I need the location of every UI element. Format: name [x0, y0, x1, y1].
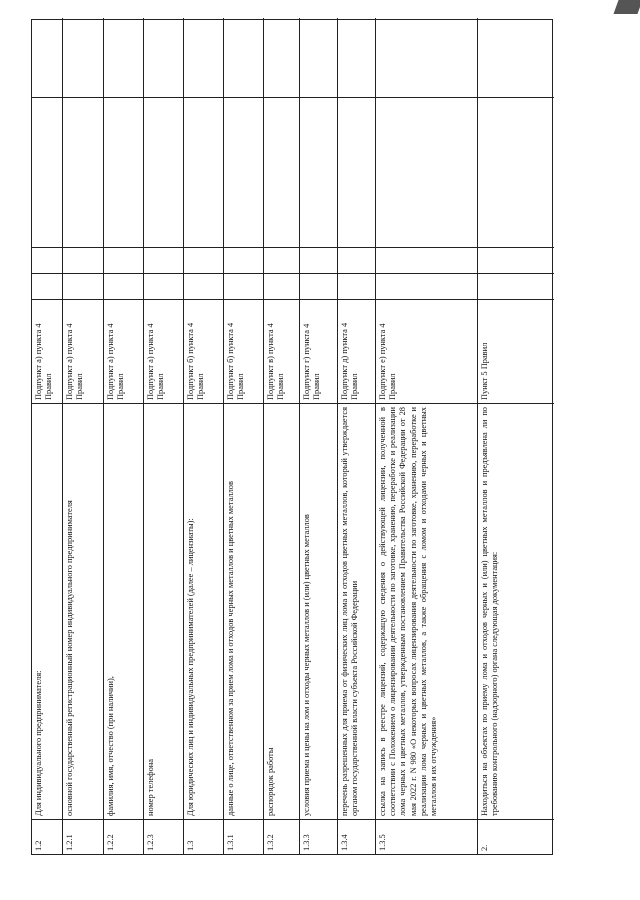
legal-reference: Подпункт е) пункта 4 Правил	[376, 300, 477, 404]
scan-corner-mark	[613, 0, 640, 14]
answer-cell-no	[224, 248, 263, 274]
answer-cell-yes	[264, 274, 299, 300]
answer-cell-yes	[184, 274, 223, 300]
requirement-text: основной государственный регистрационный номер индивидуального предпринимателя	[63, 404, 103, 820]
answer-cell-na	[224, 98, 263, 248]
table-row	[62, 18, 103, 854]
requirement-text: распорядок работы	[264, 404, 299, 820]
answer-cell-note	[338, 18, 375, 98]
answer-cell-yes	[478, 274, 554, 300]
answer-cell-note	[32, 18, 62, 98]
legal-reference: Пункт 5 Правил	[478, 300, 554, 404]
table-row	[143, 18, 183, 854]
legal-reference: Подпункт а) пункта 4 Правил	[104, 300, 143, 404]
answer-cell-no	[144, 248, 183, 274]
answer-cell-na	[300, 98, 337, 248]
legal-reference: Подпункт а) пункта 4 Правил	[32, 300, 62, 404]
answer-cell-note	[184, 18, 223, 98]
answer-cell-note	[376, 18, 477, 98]
table-row	[337, 18, 375, 854]
table-row	[183, 18, 223, 854]
answer-cell-note	[104, 18, 143, 98]
row-number: 2.	[480, 844, 489, 851]
answer-cell-yes	[104, 274, 143, 300]
answer-cell-no	[63, 248, 103, 274]
legal-reference: Подпункт в) пункта 4 Правил	[264, 300, 299, 404]
answer-cell-no	[104, 248, 143, 274]
answer-cell-yes	[144, 274, 183, 300]
table-row	[375, 18, 477, 854]
answer-cell-note	[478, 18, 554, 98]
requirement-text: Для юридических лиц и индивидуальных предпринимателей (далее – лицензиаты):	[184, 404, 223, 820]
requirement-text: данные о лице, ответственном за прием лома и отходов черных металлов и цветных металлов	[224, 404, 263, 820]
legal-reference: Подпункт а) пункта 4 Правил	[63, 300, 103, 404]
answer-cell-yes	[376, 274, 477, 300]
answer-cell-yes	[63, 274, 103, 300]
legal-reference: Подпункт д) пункта 4 Правил	[338, 300, 375, 404]
answer-cell-na	[478, 98, 554, 248]
row-number: 1.3.3	[302, 834, 311, 851]
answer-cell-note	[264, 18, 299, 98]
answer-cell-yes	[32, 274, 62, 300]
row-number: 1.2.3	[146, 834, 155, 851]
row-number: 1.3	[186, 840, 195, 851]
legal-reference: Подпункт а) пункта 4 Правил	[144, 300, 183, 404]
answer-cell-note	[300, 18, 337, 98]
row-number: 1.2.1	[65, 834, 74, 851]
answer-cell-no	[376, 248, 477, 274]
answer-cell-no	[184, 248, 223, 274]
row-number: 1.3.1	[226, 834, 235, 851]
legal-reference: Подпункт г) пункта 4 Правил	[300, 300, 337, 404]
requirement-text: Находиться на объектах по приему лома и отходов черных и (или) цветных металлов и предъявлена ли по требованию контрольного (надзорного) органа следующая документация:	[478, 404, 554, 820]
answer-cell-na	[32, 98, 62, 248]
requirement-text: ссылка на запись в реестре лицензий, содержащую сведения о действующей лицензии, полученной в соответствии с Положением о лицензировании деятельности по заготовке, хранению, переработке и реализации лома черных и цветных металлов, утвержденным постановлением Правительства Российской Федерации от 28 мая 2022 г. N 980 «О некоторых вопросах лицензирования деятельности по заготовке, хранению, переработке и реализации лома черных и цветных металлов, а также обращения с ломом и отходами черных и цветных металлов и их отчуждения»	[376, 404, 477, 820]
answer-cell-na	[104, 98, 143, 248]
answer-cell-yes	[224, 274, 263, 300]
table-row	[32, 18, 62, 854]
row-number: 1.3.2	[266, 834, 275, 851]
row-number: 1.2.2	[106, 834, 115, 851]
requirement-text: номер телефона	[144, 404, 183, 820]
answer-cell-yes	[300, 274, 337, 300]
requirement-text: перечень разрешенных для приема от физических лиц лома и отходов цветных металлов, который утверждается органом государственной власти субъекта Российской Федерации	[338, 404, 375, 820]
requirement-text: условия приема и цены на лом и отходы черных металлов и (или) цветных металлов	[300, 404, 337, 820]
row-number: 1.3.5	[378, 834, 387, 851]
legal-reference: Подпункт б) пункта 4 Правил	[184, 300, 223, 404]
requirement-text: фамилия, имя, отчество (при наличии),	[104, 404, 143, 820]
answer-cell-note	[63, 18, 103, 98]
answer-cell-na	[264, 98, 299, 248]
answer-cell-note	[224, 18, 263, 98]
answer-cell-na	[63, 98, 103, 248]
checklist-table	[31, 19, 553, 855]
table-row	[103, 18, 143, 854]
answer-cell-no	[338, 248, 375, 274]
answer-cell-no	[300, 248, 337, 274]
answer-cell-note	[144, 18, 183, 98]
table-row	[223, 18, 263, 854]
answer-cell-no	[32, 248, 62, 274]
answer-cell-no	[264, 248, 299, 274]
table-row	[477, 18, 554, 854]
answer-cell-na	[184, 98, 223, 248]
legal-reference: Подпункт б) пункта 4 Правил	[224, 300, 263, 404]
row-number: 1.2	[34, 840, 43, 851]
table-row	[263, 18, 299, 854]
answer-cell-na	[338, 98, 375, 248]
answer-cell-no	[478, 248, 554, 274]
answer-cell-na	[376, 98, 477, 248]
row-number: 1.3.4	[340, 834, 349, 851]
answer-cell-yes	[338, 274, 375, 300]
requirement-text: Для индивидуального предпринимателя:	[32, 404, 62, 820]
table-row	[299, 18, 337, 854]
answer-cell-na	[144, 98, 183, 248]
